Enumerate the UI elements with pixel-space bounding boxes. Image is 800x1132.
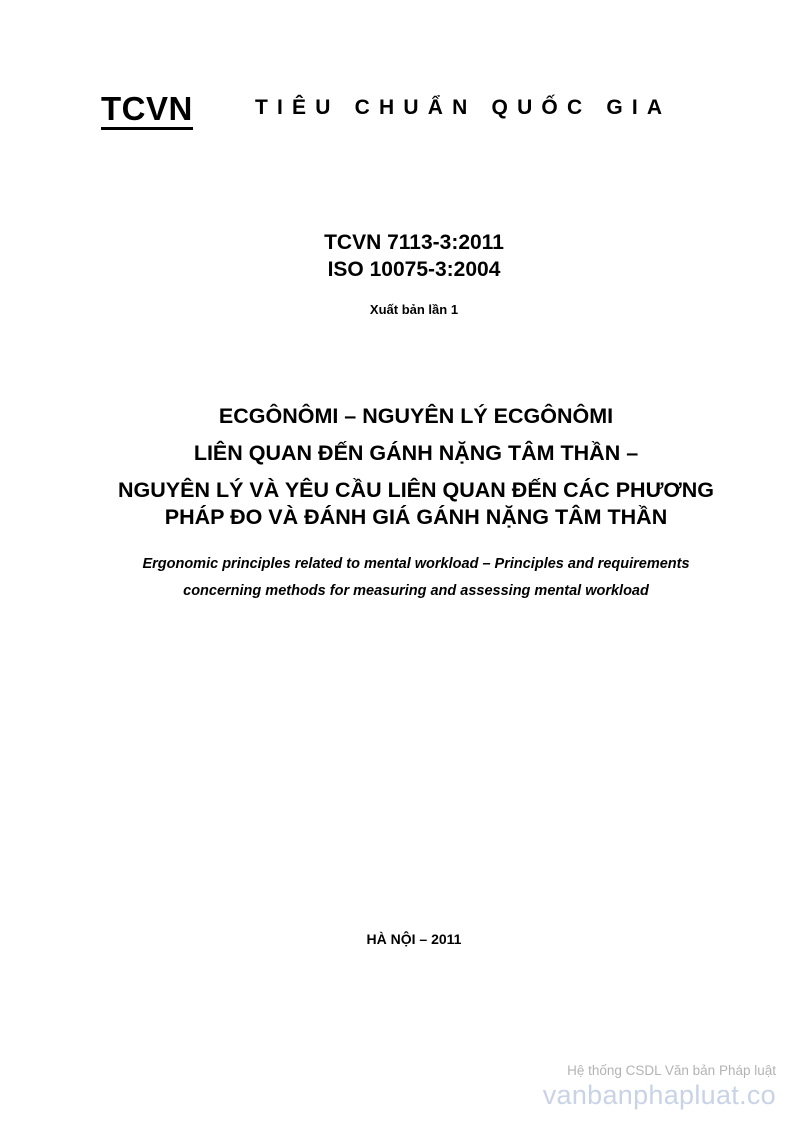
watermark-site: vanbanphapluat.co bbox=[542, 1080, 776, 1110]
edition-label: Xuất bản lần 1 bbox=[369, 302, 459, 317]
title-line-1: ECGÔNÔMI – NGUYÊN LÝ ECGÔNÔMI bbox=[218, 404, 614, 428]
subtitle-line-1: Ergonomic principles related to mental workload – Principles and requirements bbox=[142, 556, 690, 572]
title-line-4: PHÁP ĐO VÀ ĐÁNH GIÁ GÁNH NẶNG TÂM THẦN bbox=[164, 505, 668, 529]
iso-code: ISO 10075-3:2004 bbox=[327, 258, 501, 281]
subtitle-line-2: concerning methods for measuring and assessing mental workload bbox=[183, 583, 649, 599]
title-line-2: LIÊN QUAN ĐẾN GÁNH NẶNG TÂM THẦN – bbox=[193, 441, 639, 465]
place-year: HÀ NỘI – 2011 bbox=[366, 931, 462, 947]
tcvn-logo: TCVN bbox=[101, 91, 193, 130]
national-standard-banner: TIÊU CHUẨN QUỐC GIA bbox=[255, 96, 672, 119]
document-title bbox=[0, 403, 800, 531]
title-line-3: NGUYÊN LÝ VÀ YÊU CẦU LIÊN QUAN ĐẾN CÁC PHƯƠNG bbox=[117, 478, 715, 502]
english-subtitle bbox=[0, 551, 800, 605]
tcvn-code: TCVN 7113-3:2011 bbox=[324, 231, 504, 254]
watermark-caption: Hệ thống CSDL Văn bản Pháp luật bbox=[567, 1063, 776, 1078]
